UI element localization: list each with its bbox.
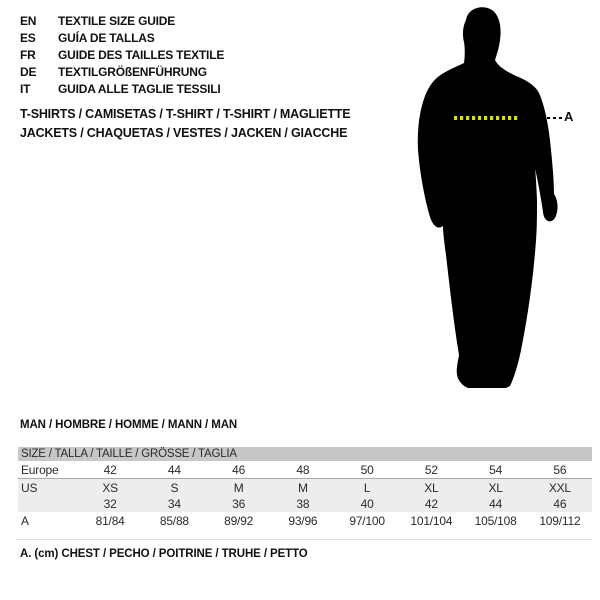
category-titles	[20, 105, 350, 142]
category-line-tshirts: T-SHIRTS / CAMISETAS / T-SHIRT / T-SHIRT / MAGLIETTE	[20, 107, 351, 121]
lang-code: DE	[20, 64, 37, 79]
cell: 40	[360, 497, 374, 511]
table-row-chest-a	[18, 512, 592, 529]
row-label: Europe	[21, 462, 59, 477]
cell: 101/104	[410, 513, 453, 528]
cell: M	[297, 480, 308, 495]
cell: 81/84	[95, 513, 125, 528]
cell: 44	[167, 462, 181, 477]
cell: 34	[167, 497, 181, 511]
row-label: A	[21, 513, 29, 528]
cell: 36	[232, 497, 246, 511]
cell: 105/108	[474, 513, 517, 528]
footer-measure-legend: A. (cm) CHEST / PECHO / POITRINE / TRUHE / PETTO	[20, 548, 308, 560]
lang-label: GUIDE DES TAILLES TEXTILE	[58, 47, 225, 62]
cell: 42	[424, 497, 438, 511]
table-row-europe	[18, 461, 592, 478]
table-row-us-numeric	[18, 496, 592, 512]
cell: S	[170, 480, 179, 495]
table-stripe-us	[18, 478, 592, 512]
cell: XXL	[548, 480, 571, 495]
language-list	[20, 12, 224, 97]
section-title-man: MAN / HOMBRE / HOMME / MANN / MAN	[20, 419, 238, 431]
cell: 44	[489, 497, 503, 511]
measure-label-a: A	[564, 109, 574, 124]
man-silhouette	[400, 0, 585, 400]
cell: L	[363, 480, 371, 495]
cell: 32	[103, 497, 117, 511]
cell: 52	[424, 462, 438, 477]
cell: 56	[553, 462, 567, 477]
lang-label: GUIDA ALLE TAGLIE TESSILI	[58, 81, 221, 96]
cell: 38	[296, 497, 310, 511]
cell: 50	[360, 462, 374, 477]
cell: 97/100	[349, 513, 385, 528]
cell: 54	[489, 462, 503, 477]
cell: 109/112	[539, 513, 581, 528]
lang-row-en	[20, 12, 224, 29]
lang-code: IT	[20, 81, 31, 96]
man-silhouette-shape	[418, 7, 558, 388]
cell: 46	[553, 497, 567, 511]
table-bottom-divider	[15, 539, 592, 540]
cell: 46	[232, 462, 246, 477]
table-row-us	[18, 479, 592, 496]
lang-label: TEXTILGRÖßENFÜHRUNG	[58, 64, 207, 79]
cell: XS	[102, 480, 118, 495]
cell: M	[233, 480, 244, 495]
row-label: US	[21, 480, 38, 495]
cell: 42	[103, 462, 117, 477]
lang-row-it	[20, 80, 224, 97]
size-table-header: SIZE / TALLA / TAILLE / GRÖSSE / TAGLIA	[18, 447, 592, 461]
lang-label: TEXTILE SIZE GUIDE	[58, 13, 176, 28]
lang-code: FR	[20, 47, 36, 62]
cell: 48	[296, 462, 310, 477]
lang-code: ES	[20, 30, 36, 45]
size-table	[18, 447, 592, 529]
cell: 89/92	[224, 513, 254, 528]
lang-code: EN	[20, 13, 37, 28]
category-line-jackets: JACKETS / CHAQUETAS / VESTES / JACKEN / GIACCHE	[20, 125, 348, 140]
cell: XL	[488, 480, 503, 495]
cell: XL	[424, 480, 439, 495]
cell: 85/88	[159, 513, 189, 528]
cell: 93/96	[288, 513, 318, 528]
lang-label: GUÍA DE TALLAS	[58, 30, 155, 45]
lang-row-de	[20, 63, 224, 80]
lang-row-fr	[20, 46, 224, 63]
lang-row-es	[20, 29, 224, 46]
